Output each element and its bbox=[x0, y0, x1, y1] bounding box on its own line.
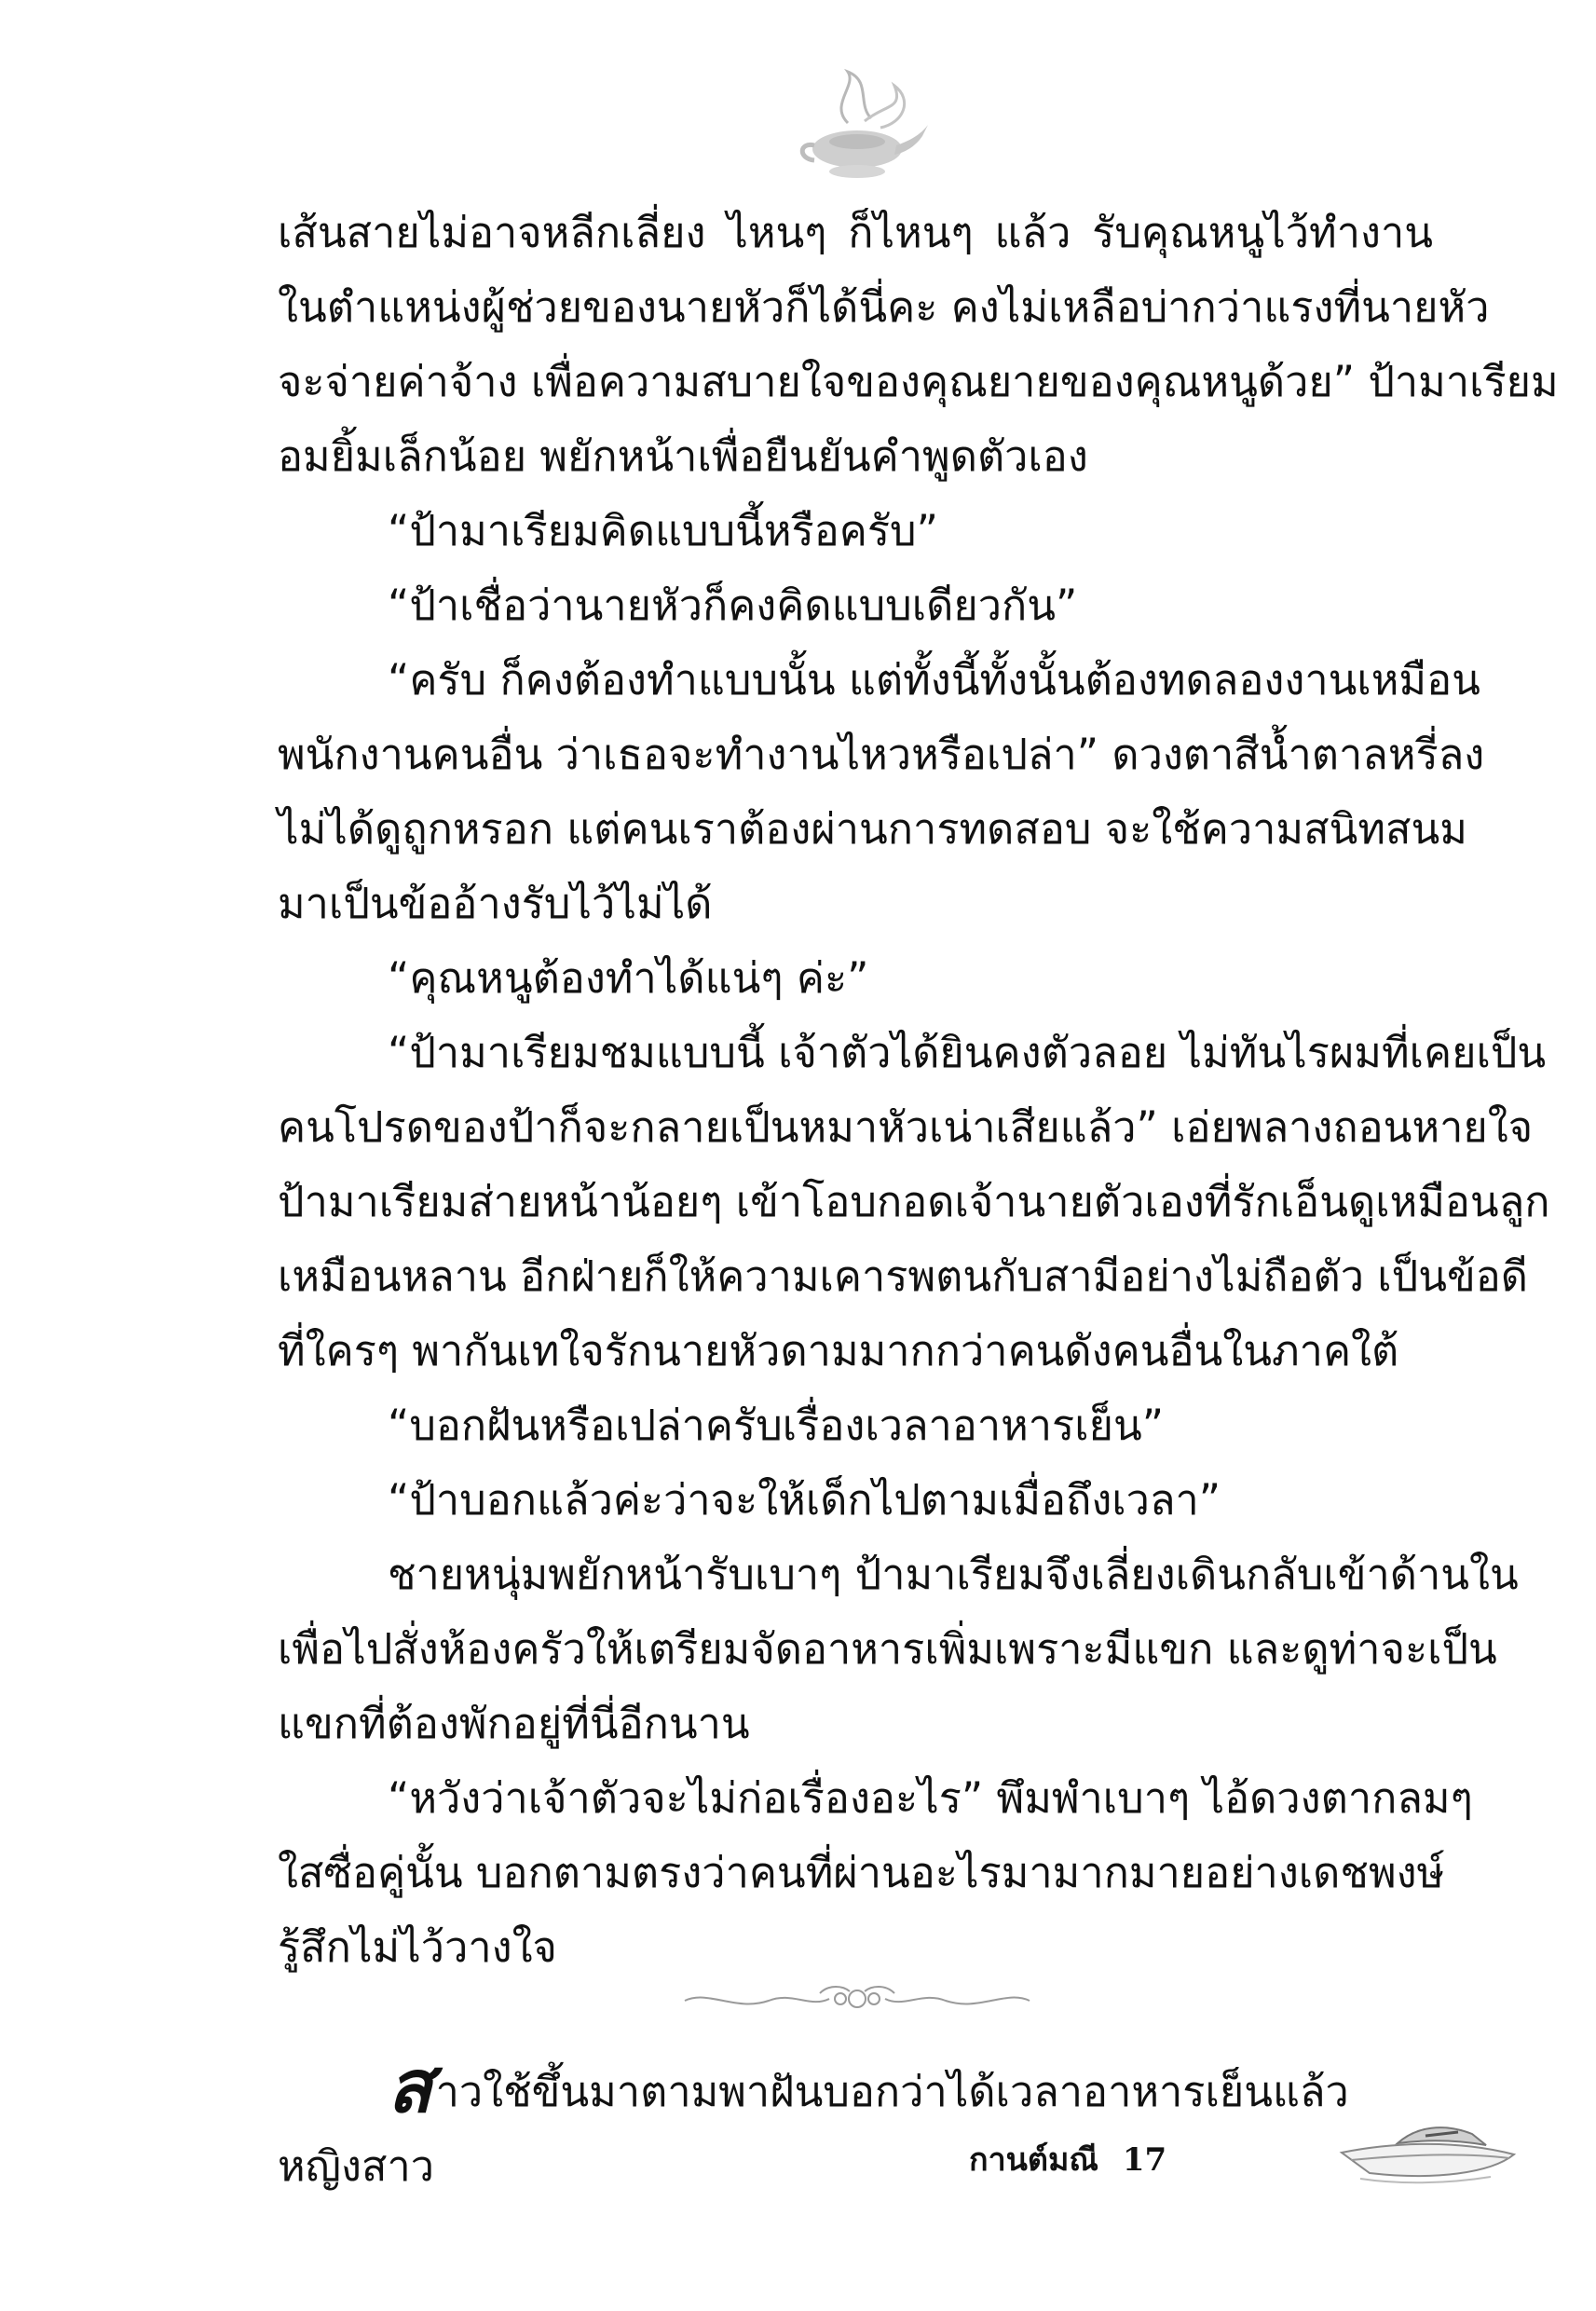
text-line: “ป้าเชื่อว่านายหัวก็คงคิดแบบเดียวกัน” bbox=[388, 581, 1078, 630]
speedboat-icon bbox=[1332, 2087, 1519, 2190]
text-line: รู้สึกไม่ไว้วางใจ bbox=[278, 1922, 557, 1972]
text-line: มาเป็นข้ออ้างรับไว้ไม่ได้ bbox=[278, 879, 713, 928]
text-line: จะจ่ายค่าจ้าง เพื่อความสบายใจของคุณยายของคุณหนูด้วย” ป้ามาเรียม bbox=[278, 357, 1559, 406]
text-line: ป้ามาเรียมส่ายหน้าน้อยๆ เข้าโอบกอดเจ้านายตัวเองที่รักเอ็นดูเหมือนลูก bbox=[278, 1177, 1550, 1226]
text-line: “ป้ามาเรียมชมแบบนี้ เจ้าตัวได้ยินคงตัวลอย ไม่ทันไรผมที่เคยเป็น bbox=[388, 1028, 1547, 1077]
text-line: เส้นสายไม่อาจหลีกเลี่ยง ไหนๆ ก็ไหนๆ แล้ว รับคุณหนูไว้ทำงาน bbox=[278, 208, 1433, 257]
text-line: “ครับ ก็คงต้องทำแบบนั้น แต่ทั้งนี้ทั้งนั้นต้องทดลองงานเหมือน bbox=[388, 655, 1480, 704]
text-line: ชายหนุ่มพยักหน้ารับเบาๆ ป้ามาเรียมจึงเลี่ยงเดินกลับเข้าด้านใน bbox=[388, 1550, 1519, 1599]
text-line: “หวังว่าเจ้าตัวจะไม่ก่อเรื่องอะไร” พึมพำเบาๆ ไอ้ดวงตากลมๆ bbox=[388, 1773, 1473, 1823]
text-line: “ป้าบอกแล้วค่ะว่าจะให้เด็กไปตามเมื่อถึงเวลา” bbox=[388, 1475, 1221, 1525]
body-text bbox=[278, 196, 1559, 1985]
text-line: คนโปรดของป้าก็จะกลายเป็นหมาหัวเน่าเสียแล้ว” เอ่ยพลางถอนหายใจ bbox=[278, 1102, 1534, 1152]
genie-lamp-icon bbox=[792, 67, 932, 188]
drop-cap: ส bbox=[388, 2045, 432, 2129]
ornament-divider-icon bbox=[680, 1980, 1034, 2017]
final-line-text: าวใช้ขึ้นมาตามพาฝันบอกว่าได้เวลาอาหารเย็นแล้ว หญิงสาว bbox=[278, 2067, 1349, 2191]
text-line: “คุณหนูต้องทำได้แน่ๆ ค่ะ” bbox=[388, 953, 869, 1003]
text-line: พนักงานคนอื่น ว่าเธอจะทำงานไหวหรือเปล่า” ดวงตาสีน้ำตาลหรี่ลง bbox=[278, 730, 1485, 779]
text-line: “ป้ามาเรียมคิดแบบนี้หรือครับ” bbox=[388, 506, 938, 555]
text-line: ที่ใครๆ พากันเทใจรักนายหัวดามมากกว่าคนดังคนอื่นในภาคใต้ bbox=[278, 1326, 1399, 1375]
text-line: ใสซื่อคู่นั้น บอกตามตรงว่าคนที่ผ่านอะไรมามากมายอย่างเดชพงษ์ bbox=[278, 1848, 1445, 1897]
text-line: “บอกฝันหรือเปล่าครับเรื่องเวลาอาหารเย็น” bbox=[388, 1401, 1165, 1450]
text-line: เหมือนหลาน อีกฝ่ายก็ให้ความเคารพตนกับสามีอย่างไม่ถือตัว เป็นข้อดี bbox=[278, 1251, 1529, 1301]
book-title: กานต์มณี bbox=[969, 2141, 1098, 2179]
text-line: อมยิ้มเล็กน้อย พยักหน้าเพื่อยืนยันคำพูดตัวเอง bbox=[278, 431, 1088, 481]
text-line: ไม่ได้ดูถูกหรอก แต่คนเราต้องผ่านการทดสอบ จะใช้ความสนิทสนม bbox=[278, 804, 1467, 854]
page-number: 17 bbox=[1122, 2141, 1167, 2179]
final-paragraph-line bbox=[278, 2045, 1433, 2204]
text-line: ในตำแหน่งผู้ช่วยของนายหัวก็ได้นี่คะ คงไม่เหลือบ่ากว่าแรงที่นายหัว bbox=[278, 282, 1490, 332]
text-line: เพื่อไปสั่งห้องครัวให้เตรียมจัดอาหารเพิ่มเพราะมีแขก และดูท่าจะเป็น bbox=[278, 1624, 1497, 1674]
text-line: แขกที่ต้องพักอยู่ที่นี่อีกนาน bbox=[278, 1699, 750, 1748]
page-footer bbox=[969, 2134, 1166, 2184]
